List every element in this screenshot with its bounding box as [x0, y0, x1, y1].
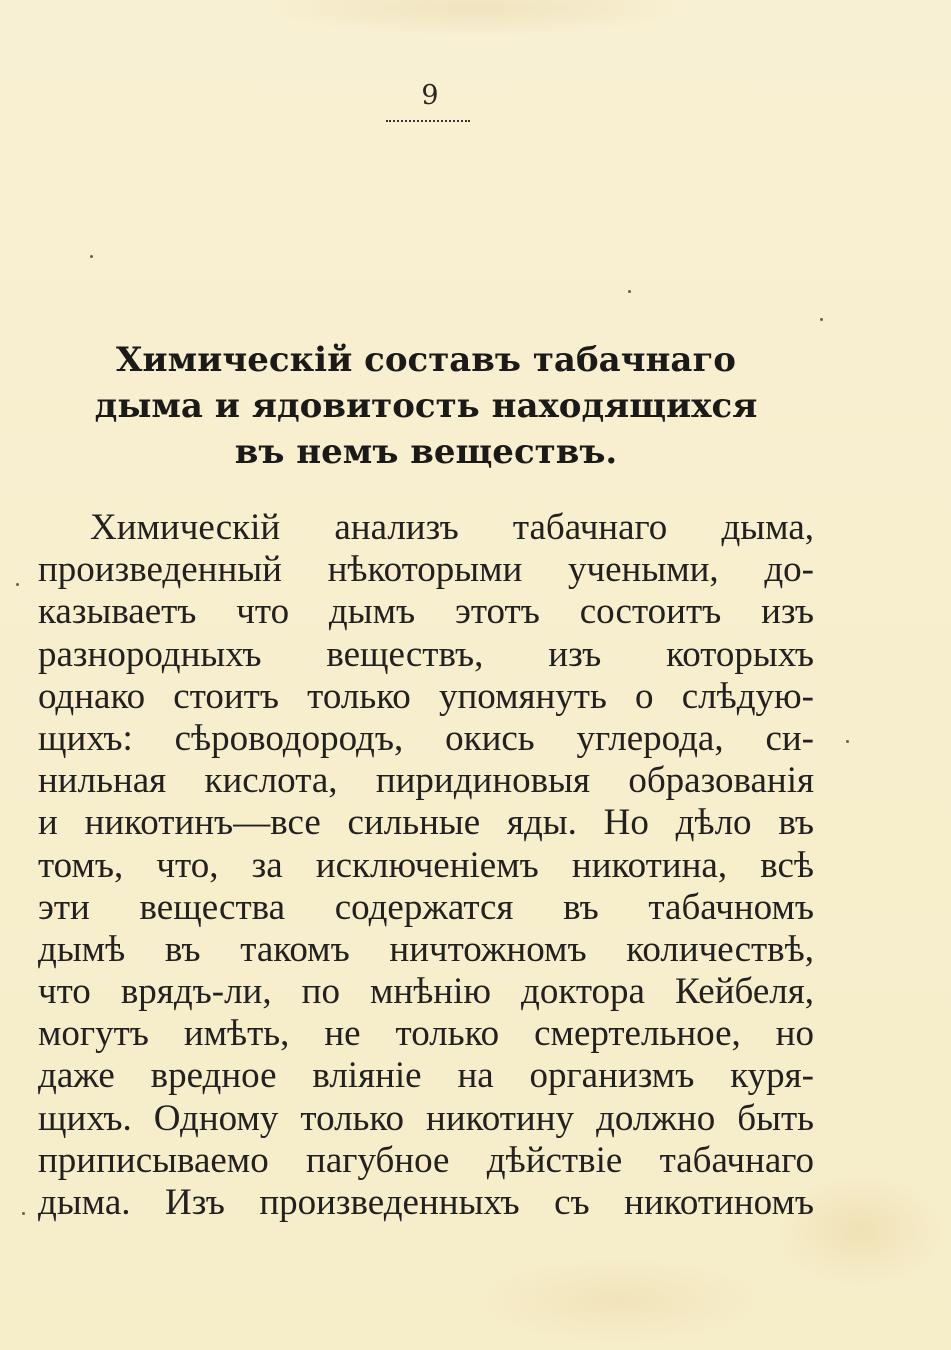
text-line: дыма. Изъ произведенныхъ съ никотиномъ: [38, 1182, 814, 1223]
text-line: разнородныхъ веществъ, изъ которыхъ: [38, 633, 814, 675]
text-line: произведенный нѣкоторыми учеными, до-: [38, 549, 814, 591]
page-number-rule: [386, 120, 470, 122]
text-line: щихъ: сѣроводородъ, окись углерода, си-: [38, 717, 814, 759]
paper-speck: [820, 318, 823, 321]
paper-speck: [90, 255, 93, 258]
text-line: томъ, что, за исключеніемъ никотина, всѣ: [38, 844, 814, 886]
paper-speck: [628, 290, 631, 293]
heading-line: Химическій составъ табачнаго: [116, 340, 736, 380]
text-line: дымѣ въ такомъ ничтожномъ количествѣ,: [38, 928, 814, 970]
heading-line: дыма и ядовитость находящихся: [94, 386, 758, 426]
body-paragraph: [38, 507, 814, 1224]
text-line: приписываемо пагубное дѣйствіе табачнаго: [38, 1139, 814, 1181]
text-line: и никотинъ—все сильные яды. Но дѣло въ: [38, 802, 814, 844]
heading-line: въ немъ веществъ.: [234, 432, 618, 472]
page-number: 9: [421, 80, 439, 111]
text-line: даже вредное вліяніе на организмъ куря-: [38, 1055, 814, 1097]
text-line: эти вещества содержатся въ табачномъ: [38, 886, 814, 928]
paper-speck: [22, 1212, 25, 1215]
text-line: казываетъ что дымъ этотъ состоитъ изъ: [38, 591, 814, 633]
text-line: что врядъ-ли, по мнѣнію доктора Кейбеля,: [38, 971, 814, 1013]
text-line: могутъ имѣть, не только смертельное, но: [38, 1013, 814, 1055]
paper-speck: [846, 740, 849, 743]
chapter-heading: [40, 337, 812, 475]
text-line: однако стоитъ только упомянуть о слѣдую-: [38, 675, 814, 717]
text-line: Химическій анализъ табачнаго дыма,: [90, 507, 814, 548]
text-line: щихъ. Одному только никотину должно быть: [38, 1097, 814, 1139]
paper-speck: [16, 583, 19, 586]
text-line: нильная кислота, пиридиновыя образованія: [38, 760, 814, 802]
